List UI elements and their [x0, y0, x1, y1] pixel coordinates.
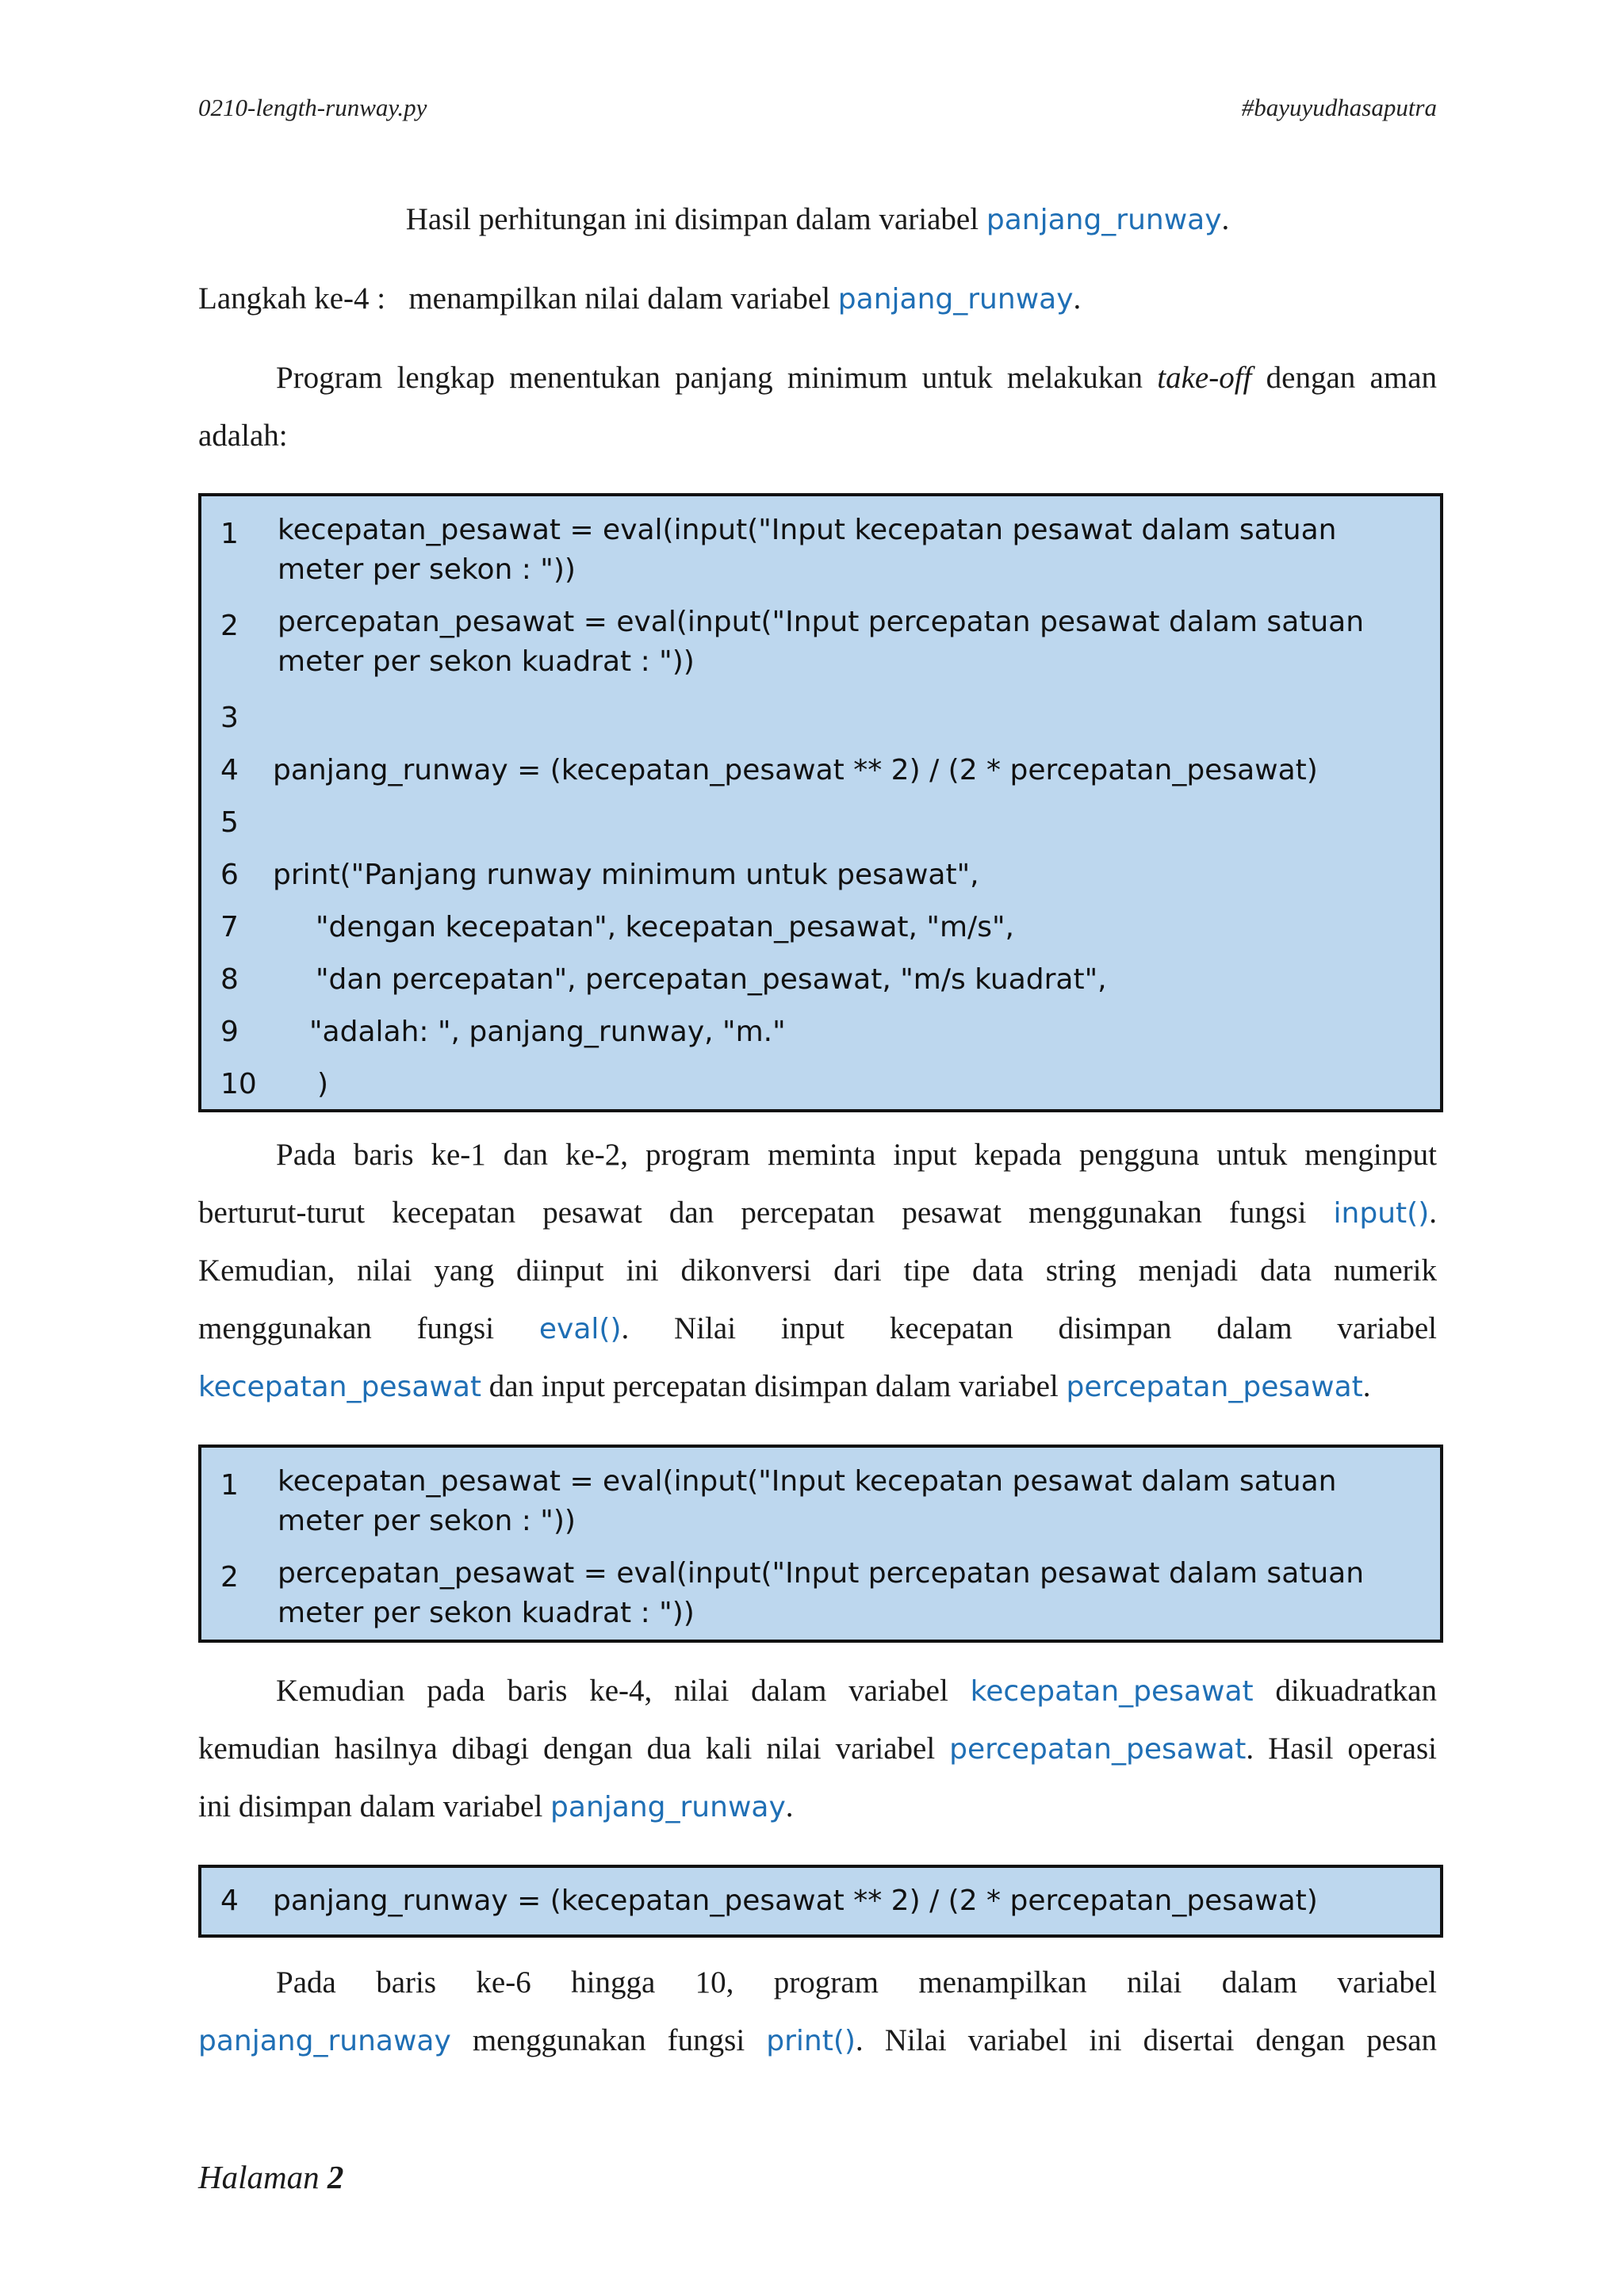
intro-line: [198, 190, 1437, 249]
line-number: 4: [220, 754, 239, 786]
code-block-lines-1-2: [198, 1445, 1443, 1643]
intro-period: .: [1221, 202, 1230, 236]
para3-line1: Pada baris ke-6 hingga 10, program menampilkan nilai dalam variabel: [276, 1965, 1437, 1999]
code-text: "adalah: ", panjang_runway, "m.": [309, 1016, 786, 1048]
code-line: [201, 695, 1440, 742]
var-percepatan-pesawat: percepatan_pesawat: [949, 1733, 1247, 1766]
paragraph-lines-1-2-l5: [198, 1357, 1437, 1416]
code-line: [201, 1554, 1440, 1643]
func-print: print(): [766, 2025, 856, 2057]
line-number: 1: [220, 1469, 239, 1502]
step4-label: Langkah ke-4 :: [198, 281, 386, 316]
paragraph-lines-6-10: [198, 1954, 1437, 2011]
program-intro-paragraph: [198, 349, 1437, 407]
line-number: 7: [220, 911, 239, 943]
para1-period: .: [1362, 1369, 1371, 1403]
paragraph-line-4-l3: [198, 1777, 1437, 1836]
var-kecepatan-pesawat: kecepatan_pesawat: [970, 1675, 1254, 1708]
para3-text: menggunakan fungsi: [450, 2023, 767, 2057]
paragraph-lines-1-2-l3: [198, 1242, 1437, 1299]
program-italic: take-off: [1157, 361, 1252, 395]
page-number: 2: [327, 2159, 344, 2195]
line-number: 9: [220, 1016, 239, 1048]
para2-text: dikuadratkan: [1253, 1674, 1437, 1708]
code-text: percepatan_pesawat = eval(input("Input percepatan pesawat dalam satuan meter per sekon kuadrat : ")): [278, 606, 1365, 678]
code-line: [201, 747, 1440, 794]
line-number: 2: [220, 610, 239, 642]
func-input: input(): [1333, 1197, 1430, 1230]
para2-text: ini disimpan dalam variabel: [198, 1789, 551, 1823]
step4-text: menampilkan nilai dalam variabel: [408, 281, 838, 316]
line-number: 10: [220, 1068, 257, 1100]
code-line: [201, 1877, 1440, 1925]
paragraph-lines-6-10-l2: [198, 2011, 1437, 2070]
paragraph-lines-1-2-l2: [198, 1184, 1437, 1242]
line-number: 5: [220, 806, 239, 839]
line-number: 6: [220, 859, 239, 891]
code-text: panjang_runway = (kecepatan_pesawat ** 2) / (2 * percepatan_pesawat): [273, 754, 1318, 786]
code-text: percepatan_pesawat = eval(input("Input percepatan pesawat dalam satuan meter per sekon kuadrat : ")): [278, 1557, 1365, 1629]
code-text: ): [317, 1068, 329, 1100]
para2-text: kemudian hasilnya dibagi dengan dua kali nilai variabel: [198, 1732, 950, 1766]
var-panjang-runway: panjang_runway: [986, 204, 1222, 236]
var-panjang-runway: panjang_runway: [837, 283, 1074, 316]
var-panjang-runway: panjang_runway: [550, 1791, 786, 1823]
var-kecepatan-pesawat: kecepatan_pesawat: [198, 1371, 481, 1403]
paragraph-lines-1-2-l4: [198, 1299, 1437, 1358]
var-panjang-runaway: panjang_runaway: [198, 2025, 451, 2057]
header-filename: 0210-length-runway.py: [198, 94, 427, 121]
line-number: 2: [220, 1561, 239, 1594]
step4-period: .: [1073, 281, 1082, 316]
paragraph-line-4-l2: [198, 1720, 1437, 1778]
para1-text: dan input percepatan disimpan dalam variabel: [481, 1369, 1067, 1403]
para2-text: Kemudian pada baris ke-4, nilai dalam variabel: [276, 1674, 971, 1708]
para1-line3: Kemudian, nilai yang diinput ini dikonversi dari tipe data string menjadi data numerik: [198, 1253, 1437, 1288]
paragraph-line-4: [198, 1662, 1437, 1720]
para2-text: . Hasil operasi: [1246, 1732, 1437, 1766]
var-percepatan-pesawat: percepatan_pesawat: [1066, 1371, 1363, 1403]
para2-period: .: [785, 1789, 794, 1823]
para1-text: menggunakan fungsi: [198, 1311, 539, 1345]
code-line: [201, 904, 1440, 951]
code-block-line-4: [198, 1865, 1443, 1938]
code-line: [201, 799, 1440, 847]
code-text: print("Panjang runway minimum untuk pesawat",: [273, 859, 979, 891]
code-text: kecepatan_pesawat = eval(input("Input kecepatan pesawat dalam satuan meter per sekon : ")): [278, 514, 1337, 586]
footer-label: Halaman: [198, 2159, 327, 2195]
para1-period: .: [1429, 1196, 1437, 1230]
code-text: "dan percepatan", percepatan_pesawat, "m/s kuadrat",: [316, 963, 1107, 996]
code-block-full: [198, 493, 1443, 1112]
code-line: [201, 1061, 1440, 1108]
program-intro-line2: adalah:: [198, 419, 288, 453]
page-footer: [198, 2158, 343, 2196]
program-text-end: dengan aman: [1251, 361, 1438, 395]
code-line: [201, 956, 1440, 1004]
line-number: 8: [220, 963, 239, 996]
line-number: 1: [220, 518, 239, 550]
para1-text: . Nilai input kecepatan disimpan dalam variabel: [621, 1311, 1438, 1345]
line-number: 4: [220, 1885, 239, 1917]
code-line: [201, 511, 1440, 599]
func-eval: eval(): [538, 1313, 622, 1345]
header-tag: #bayuyudhasaputra: [1241, 94, 1437, 121]
step4-line: [198, 270, 1437, 328]
line-number: 3: [220, 702, 239, 734]
para1-line1: Pada baris ke-1 dan ke-2, program meminta input kepada pengguna untuk menginput: [276, 1138, 1437, 1172]
code-text: "dengan kecepatan", kecepatan_pesawat, "m/s",: [316, 911, 1014, 943]
code-line: [201, 1008, 1440, 1056]
code-text: panjang_runway = (kecepatan_pesawat ** 2) / (2 * percepatan_pesawat): [273, 1885, 1318, 1917]
para1-text: berturut-turut kecepatan pesawat dan percepatan pesawat menggunakan fungsi: [198, 1196, 1334, 1230]
code-line: [201, 851, 1440, 899]
paragraph-lines-1-2: [198, 1126, 1437, 1184]
intro-text: Hasil perhitungan ini disimpan dalam variabel: [405, 202, 986, 236]
code-text: kecepatan_pesawat = eval(input("Input kecepatan pesawat dalam satuan meter per sekon : ")): [278, 1465, 1337, 1537]
para3-text: . Nilai variabel ini disertai dengan pesan: [855, 2023, 1438, 2057]
code-line: [201, 1462, 1440, 1551]
program-text: Program lengkap menentukan panjang minimum untuk melakukan: [276, 361, 1158, 395]
code-line: [201, 603, 1440, 691]
